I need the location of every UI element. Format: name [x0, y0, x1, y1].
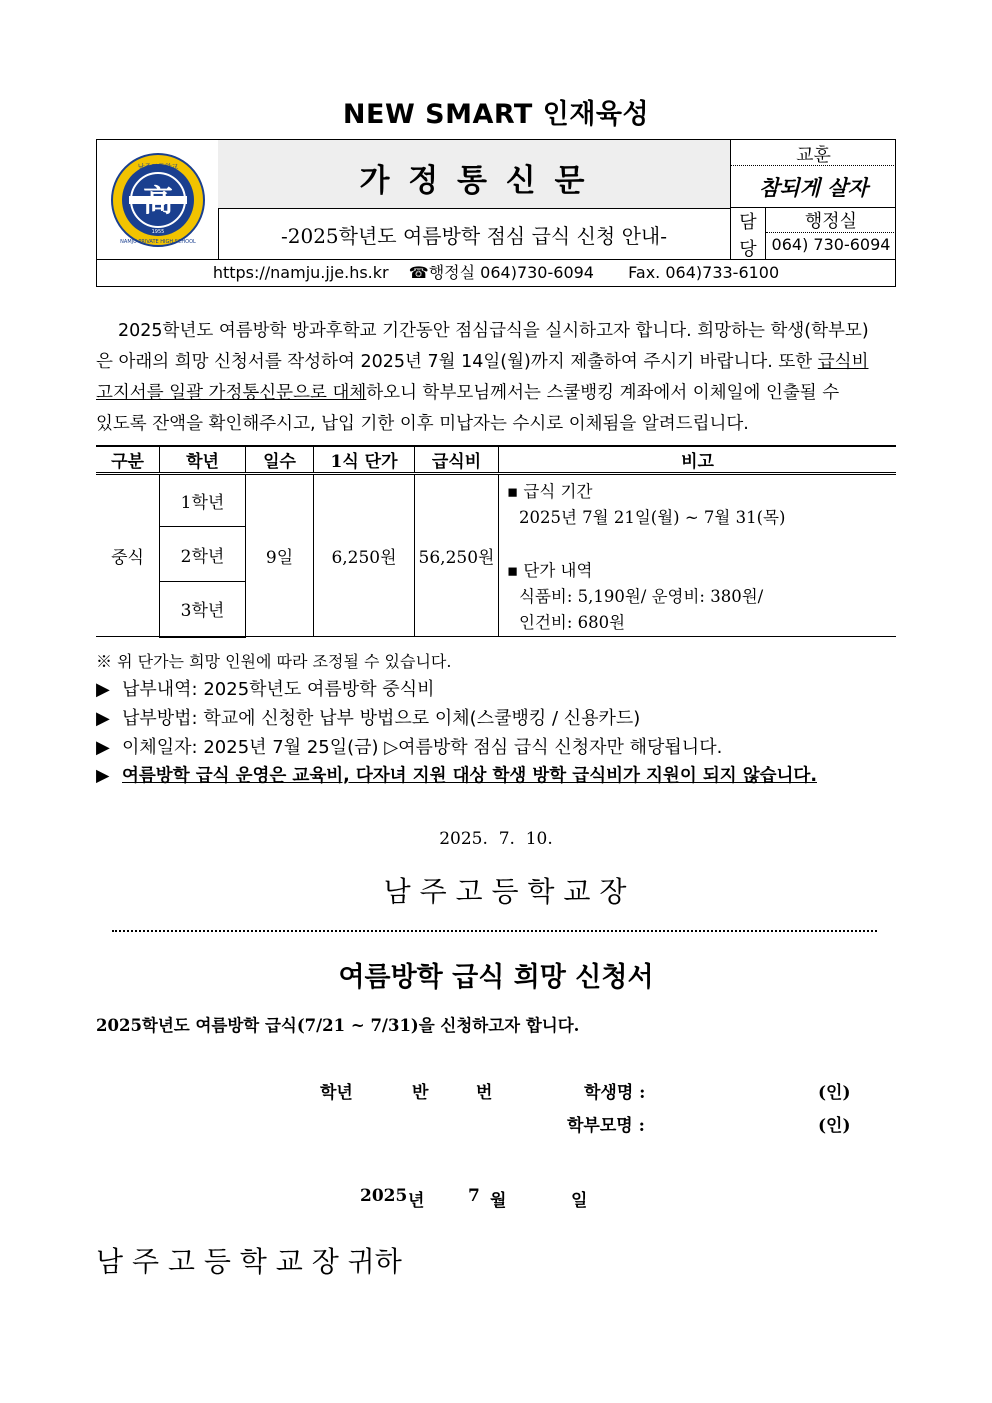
col-total: 급식비 [415, 446, 499, 474]
remark-period-title: ▪ 급식 기간 [507, 482, 593, 501]
cut-line [112, 930, 877, 932]
bullet-icon: ▶ [96, 766, 110, 786]
bullet-icon: ▶ [96, 708, 110, 729]
student-name-label: 학생명 : [584, 1083, 646, 1103]
document-subtitle: -2025학년도 여름방학 점심 급식 신청 안내- [280, 224, 667, 248]
col-days: 일수 [246, 446, 314, 474]
price-note: ※ 위 단가는 희망 인원에 따라 조정될 수 있습니다. [96, 652, 452, 671]
grade-cell-1: 1학년 [160, 474, 246, 527]
note-item-1-text: 납부내역: 2025학년도 여름방학 중식비 [122, 679, 435, 700]
remark-price-2: 인건비: 680원 [519, 613, 626, 632]
principal-name: 남 주 고 등 학 교 장 [383, 875, 627, 908]
bullet-icon: ▶ [96, 737, 110, 758]
title-cell [218, 140, 730, 209]
form-day-unit: 일 [571, 1191, 588, 1211]
note-item-4 [96, 762, 898, 791]
col-unit-price: 1식 단가 [314, 446, 415, 474]
remark-period: 2025년 7월 21일(월) ~ 7월 31(목) [519, 508, 786, 527]
motto-column [730, 140, 896, 259]
office-phone: ☎행정실 064)730-6094 [408, 263, 594, 282]
note-item-4-text: 여름방학 급식 운영은 교육비, 다자녀 지원 대상 학생 방학 급식비가 지원이 되지 않습니다. [122, 766, 817, 786]
svg-text:1955: 1955 [151, 229, 165, 235]
dam-dang-cell [731, 207, 766, 259]
col-remark: 비고 [499, 446, 897, 474]
dang-label: 당 [739, 239, 757, 260]
intro-line-4 [96, 409, 898, 440]
table-header-row [96, 446, 896, 474]
remark-price-title: ▪ 단가 내역 [507, 561, 593, 580]
intro-line-1 [96, 316, 898, 347]
svg-text:NAMJU PRIVATE HIGH SCHOOL: NAMJU PRIVATE HIGH SCHOOL [120, 239, 196, 245]
issue-date: 2025. 7. 10. [439, 829, 553, 849]
slogan: NEW SMART 인재육성 [342, 99, 650, 130]
form-recipient: 남 주 고 등 학 교 장 귀하 [96, 1245, 402, 1278]
fax-number: Fax. 064)733-6100 [628, 263, 780, 282]
svg-text:남주고등학교: 남주고등학교 [137, 163, 179, 171]
days-cell: 9일 [246, 474, 314, 637]
note-item-3 [96, 733, 898, 762]
form-month: 7 [468, 1186, 480, 1206]
note-item-2-text: 납부방법: 학교에 신청한 납부 방법으로 이체(스쿨뱅킹 / 신용카드) [122, 708, 641, 729]
note-item-3-text: 이체일자: 2025년 7월 25일(금) ▷여름방학 점심 급식 신청자만 해당됩니다. [122, 737, 723, 758]
dept-name: 행정실 [766, 207, 896, 233]
form-year-unit: 년 [408, 1191, 425, 1211]
grade-cell-2: 2학년 [160, 527, 246, 582]
grade-label: 학년 [320, 1083, 353, 1103]
dam-label: 담 [739, 212, 757, 233]
parent-name-label: 학부모명 : [567, 1116, 645, 1136]
unit-price-cell: 6,250원 [314, 474, 415, 637]
remark-price-1: 식품비: 5,190원/ 운영비: 380원/ [519, 587, 764, 606]
intro-line-3 [96, 378, 898, 409]
note-item-1 [96, 675, 898, 704]
intro-paragraph [96, 316, 898, 440]
intro-line-2-text: 은 아래의 희망 신청서를 작성하여 2025년 7월 14일(월)까지 제출하여 주시기 바랍니다. 또한 [96, 352, 818, 372]
intro-line-3-underline: 고지서를 일괄 가정통신문으로 대체 [96, 383, 367, 403]
intro-line-2 [96, 347, 898, 378]
intro-line-1-text: 2025학년도 여름방학 방과후학교 기간동안 점심급식을 실시하고자 합니다. 희망하는 학생(학부모) [118, 321, 869, 341]
total-cell: 56,250원 [415, 474, 499, 637]
form-title: 여름방학 급식 희망 신청서 [338, 962, 654, 993]
dept-phone: 064) 730-6094 [771, 235, 891, 254]
svg-text:高: 高 [143, 184, 173, 219]
col-grade: 학년 [160, 446, 246, 474]
header-table [96, 139, 896, 287]
motto-text: 참되게 살자 [759, 175, 868, 200]
parent-seal: (인) [818, 1116, 851, 1136]
col-category: 구분 [96, 446, 160, 474]
bullet-icon: ▶ [96, 679, 110, 700]
intro-line-4-text: 있도록 잔액을 확인해주시고, 납입 기한 이후 미납자는 수시로 이체됨을 알려드립니다. [96, 414, 749, 434]
intro-line-2-underline: 급식비 [817, 352, 869, 372]
student-seal: (인) [818, 1083, 851, 1103]
school-url[interactable]: https://namju.jje.hs.kr [212, 263, 389, 282]
category-cell: 중식 [96, 474, 160, 637]
notes-list [96, 675, 898, 791]
subtitle-cell [218, 208, 730, 259]
remark-cell [499, 474, 897, 637]
motto-label: 교훈 [731, 141, 896, 166]
document-title: 가 정 통 신 문 [359, 163, 589, 199]
form-month-unit: 월 [490, 1191, 507, 1211]
number-label: 번 [476, 1083, 493, 1103]
intro-line-3-text: 하오니 학부모님께서는 스쿨뱅킹 계좌에서 이체일에 인출될 수 [366, 383, 840, 403]
table-row [96, 474, 896, 527]
contact-row [97, 259, 895, 287]
form-year: 2025 [360, 1186, 408, 1206]
note-item-2 [96, 704, 898, 733]
form-statement: 2025학년도 여름방학 급식(7/21 ~ 7/31)을 신청하고자 합니다. [96, 1016, 580, 1035]
meal-price-table [96, 445, 896, 638]
logo-cell [97, 140, 219, 259]
grade-cell-3: 3학년 [160, 582, 246, 637]
class-label: 반 [412, 1083, 429, 1103]
school-logo [111, 153, 205, 247]
